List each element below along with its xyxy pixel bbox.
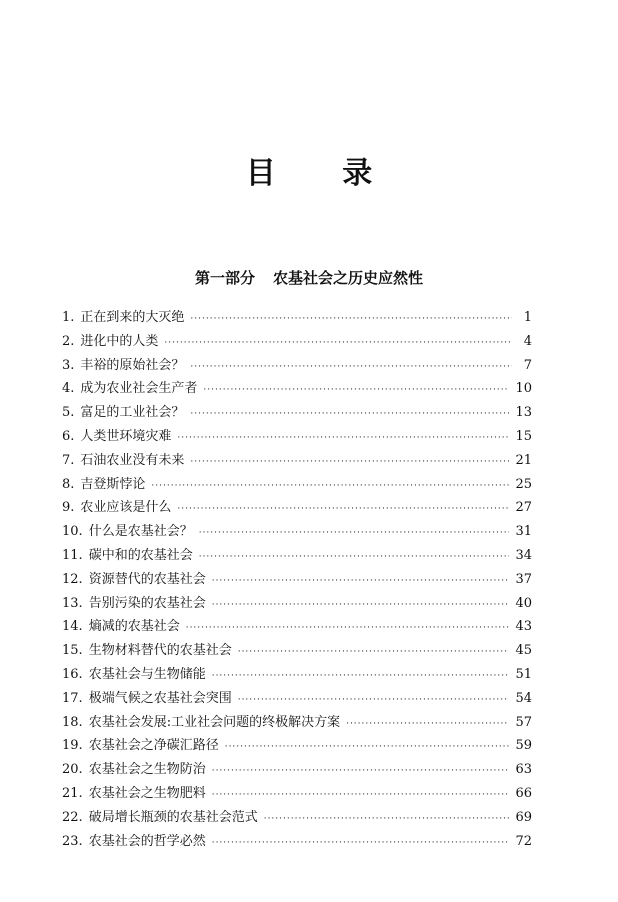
toc-entry-page: 57: [515, 714, 532, 730]
toc-entry-page: 40: [515, 595, 532, 611]
table-of-contents: [62, 306, 532, 853]
toc-entry-page: 66: [515, 785, 532, 801]
dot-leader: [190, 308, 512, 332]
toc-entry-page: 54: [515, 690, 532, 706]
toc-entry-number: 16.: [62, 666, 83, 682]
toc-entry-title: 碳中和的农基社会: [88, 547, 193, 563]
dot-leader: [203, 379, 509, 403]
toc-entry-number: 21.: [62, 785, 83, 801]
toc-entry[interactable]: [62, 758, 532, 782]
toc-entry-number: 18.: [62, 714, 83, 730]
toc-entry-page: 59: [515, 738, 532, 754]
toc-entry-page: 43: [515, 619, 532, 635]
toc-entry-number: 6.: [62, 428, 75, 444]
toc-entry-title: 富足的工业社会？: [80, 405, 185, 421]
toc-entry-title: 进化中的人类: [80, 333, 159, 349]
toc-entry[interactable]: [62, 830, 532, 854]
toc-entry-page: 69: [515, 809, 532, 825]
toc-entry[interactable]: [62, 711, 532, 735]
dot-leader: [177, 427, 509, 451]
toc-entry-title: 正在到来的大灭绝: [80, 310, 185, 325]
toc-entry-page: 63: [515, 762, 532, 778]
dot-leader: [151, 475, 509, 499]
toc-entry-title: 成为农业社会生产者: [80, 381, 198, 397]
toc-entry-page: 1: [523, 310, 532, 325]
toc-entry-page: 7: [523, 357, 532, 373]
toc-entry-title: 告别污染的农基社会: [88, 595, 206, 611]
toc-entry[interactable]: [62, 354, 532, 378]
toc-entry-number: 4.: [62, 381, 75, 397]
dot-leader: [238, 689, 510, 713]
toc-entry[interactable]: [62, 806, 532, 830]
toc-entry-page: 13: [515, 405, 532, 421]
page-title: 目 录: [245, 156, 401, 191]
toc-entry-page: 31: [515, 524, 532, 540]
toc-entry-title: 农基社会之生物防治: [88, 762, 206, 778]
toc-entry-title: 农基社会之净碳汇路径: [88, 738, 219, 754]
dot-leader: [212, 784, 510, 808]
toc-entry-title: 资源替代的农基社会: [88, 571, 206, 587]
toc-entry-title: 石油农业没有未来: [80, 452, 185, 468]
toc-entry-page: 37: [515, 571, 532, 587]
toc-entry-number: 17.: [62, 690, 83, 706]
toc-entry[interactable]: [62, 401, 532, 425]
toc-entry-number: 22.: [62, 809, 83, 825]
toc-entry-title: 农基社会的哲学必然: [88, 833, 206, 849]
dot-leader: [199, 546, 510, 570]
toc-entry[interactable]: [62, 449, 532, 473]
toc-entry-page: 72: [515, 833, 532, 849]
toc-entry[interactable]: [62, 663, 532, 687]
toc-entry-number: 8.: [62, 476, 75, 492]
toc-entry-page: 25: [515, 476, 532, 492]
toc-entry-number: 3.: [62, 357, 75, 373]
toc-entry-number: 19.: [62, 738, 83, 754]
dot-leader: [264, 808, 510, 832]
toc-entry-title: 丰裕的原始社会？: [80, 357, 185, 373]
toc-entry-page: 51: [515, 666, 532, 682]
toc-entry-title: 熵减的农基社会: [88, 619, 180, 635]
toc-entry[interactable]: [62, 734, 532, 758]
dot-leader: [212, 570, 510, 594]
toc-entry-title: 人类世环境灾难: [80, 428, 172, 444]
toc-entry-title: 生物材料替代的农基社会: [88, 643, 232, 659]
toc-entry-title: 农基社会与生物储能: [88, 666, 206, 682]
dot-leader: [346, 713, 509, 737]
toc-entry-number: 10.: [62, 524, 83, 540]
toc-entry-number: 23.: [62, 833, 83, 849]
toc-entry-page: 4: [523, 333, 532, 349]
toc-entry-number: 13.: [62, 595, 83, 611]
toc-entry-number: 15.: [62, 643, 83, 659]
toc-entry-number: 20.: [62, 762, 83, 778]
toc-entry[interactable]: [62, 544, 532, 568]
toc-entry-title: 破局增长瓶颈的农基社会范式: [88, 809, 258, 825]
toc-entry[interactable]: [62, 496, 532, 520]
dot-leader: [212, 665, 510, 689]
toc-entry-page: 34: [515, 547, 532, 563]
part-label: 第一部分: [194, 269, 255, 287]
toc-entry-page: 10: [515, 381, 532, 397]
toc-entry[interactable]: [62, 377, 532, 401]
toc-entry-title: 农业应该是什么: [80, 500, 172, 516]
toc-entry-number: 5.: [62, 405, 75, 421]
toc-entry[interactable]: [62, 425, 532, 449]
toc-entry[interactable]: [62, 592, 532, 616]
toc-entry-number: 9.: [62, 500, 75, 516]
toc-entry-number: 1.: [62, 310, 75, 325]
toc-entry[interactable]: [62, 615, 532, 639]
dot-leader: [177, 498, 509, 522]
dot-leader: [190, 356, 512, 380]
toc-entry[interactable]: [62, 568, 532, 592]
toc-entry-number: 12.: [62, 571, 83, 587]
dot-leader: [238, 641, 510, 665]
toc-entry-title: 吉登斯悖论: [80, 476, 146, 492]
toc-entry-title: 什么是农基社会？: [88, 524, 193, 540]
toc-entry[interactable]: [62, 520, 532, 544]
dot-leader: [212, 594, 510, 618]
dot-leader: [164, 332, 512, 356]
dot-leader: [212, 832, 510, 856]
dot-leader: [190, 403, 509, 427]
toc-entry-page: 27: [515, 500, 532, 516]
dot-leader: [225, 736, 510, 760]
dot-leader: [199, 522, 510, 546]
toc-entry[interactable]: [62, 782, 532, 806]
toc-entry-page: 45: [515, 643, 532, 659]
dot-leader: [190, 451, 509, 475]
toc-entry-number: 7.: [62, 452, 75, 468]
part-heading: [0, 266, 618, 290]
toc-entry[interactable]: [62, 473, 532, 497]
toc-entry-number: 2.: [62, 333, 75, 349]
part-title: 农基社会之历史应然性: [273, 269, 424, 287]
toc-entry-title: 农基社会发展:工业社会问题的终极解决方案: [88, 714, 341, 730]
toc-entry-page: 15: [515, 428, 532, 444]
toc-entry[interactable]: [62, 330, 532, 354]
toc-entry[interactable]: [62, 687, 532, 711]
toc-entry-title: 极端气候之农基社会突围: [88, 690, 232, 706]
toc-entry[interactable]: [62, 306, 532, 330]
toc-entry[interactable]: [62, 639, 532, 663]
toc-entry-number: 14.: [62, 619, 83, 635]
dot-leader: [212, 760, 510, 784]
dot-leader: [186, 617, 510, 641]
toc-entry-number: 11.: [62, 547, 83, 563]
toc-entry-title: 农基社会之生物肥料: [88, 785, 206, 801]
toc-entry-page: 21: [515, 452, 532, 468]
